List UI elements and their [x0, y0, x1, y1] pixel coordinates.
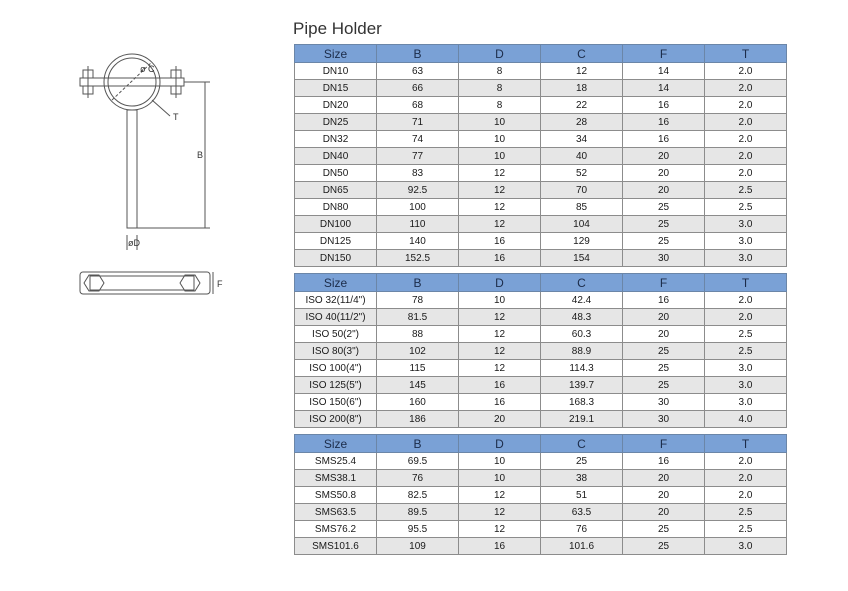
table-cell: 82.5 [377, 487, 459, 504]
table-cell: 12 [459, 343, 541, 360]
table-row [295, 97, 787, 114]
table-cell: DN80 [295, 199, 377, 216]
table-cell: 76 [377, 470, 459, 487]
table-cell: 42.4 [541, 292, 623, 309]
table-cell: 160 [377, 394, 459, 411]
table-cell: ISO 32(11/4") [295, 292, 377, 309]
table-row [295, 504, 787, 521]
table-cell: 16 [623, 292, 705, 309]
table-cell: 20 [623, 504, 705, 521]
table-cell: 89.5 [377, 504, 459, 521]
table-cell: SMS76.2 [295, 521, 377, 538]
table-cell: 104 [541, 216, 623, 233]
table-row [295, 292, 787, 309]
table-cell: 20 [623, 326, 705, 343]
column-header: D [459, 45, 541, 63]
table-cell: DN20 [295, 97, 377, 114]
table-cell: 30 [623, 411, 705, 428]
table-cell: 139.7 [541, 377, 623, 394]
table-row [295, 521, 787, 538]
table-cell: 145 [377, 377, 459, 394]
table-cell: SMS63.5 [295, 504, 377, 521]
table-cell: 95.5 [377, 521, 459, 538]
table-cell: 20 [623, 182, 705, 199]
table-header-row [295, 435, 787, 453]
table-row [295, 470, 787, 487]
table-cell: 2.5 [705, 326, 787, 343]
table-cell: 69.5 [377, 453, 459, 470]
table-cell: 10 [459, 292, 541, 309]
table-cell: DN25 [295, 114, 377, 131]
table-cell: 2.5 [705, 521, 787, 538]
table-cell: 2.5 [705, 182, 787, 199]
table-cell: 140 [377, 233, 459, 250]
column-header: T [705, 274, 787, 292]
table-cell: 52 [541, 165, 623, 182]
table-cell: 8 [459, 63, 541, 80]
table-cell: 74 [377, 131, 459, 148]
table-cell: 38 [541, 470, 623, 487]
table-cell: 20 [623, 309, 705, 326]
table-cell: 60.3 [541, 326, 623, 343]
dn-size-table [294, 44, 787, 267]
table-row [295, 487, 787, 504]
column-header: F [623, 274, 705, 292]
table-cell: 186 [377, 411, 459, 428]
table-cell: 2.0 [705, 114, 787, 131]
table-cell: 114.3 [541, 360, 623, 377]
table-cell: ISO 50(2") [295, 326, 377, 343]
table-cell: 2.0 [705, 80, 787, 97]
table-cell: 102 [377, 343, 459, 360]
table-row [295, 131, 787, 148]
table-cell: 48.3 [541, 309, 623, 326]
dim-c-label: ø C [140, 64, 155, 74]
table-cell: 16 [459, 233, 541, 250]
table-cell: 92.5 [377, 182, 459, 199]
table-row [295, 360, 787, 377]
table-cell: 51 [541, 487, 623, 504]
dim-t-label: T [173, 112, 179, 122]
table-cell: 63.5 [541, 504, 623, 521]
table-cell: 3.0 [705, 216, 787, 233]
table-cell: ISO 150(6") [295, 394, 377, 411]
table-cell: 40 [541, 148, 623, 165]
table-cell: 10 [459, 114, 541, 131]
table-cell: DN100 [295, 216, 377, 233]
table-row [295, 538, 787, 555]
table-row [295, 250, 787, 267]
table-cell: 2.0 [705, 292, 787, 309]
column-header: C [541, 45, 623, 63]
table-cell: 10 [459, 148, 541, 165]
column-header: D [459, 435, 541, 453]
table-cell: ISO 80(3") [295, 343, 377, 360]
table-cell: 16 [459, 250, 541, 267]
table-cell: SMS25.4 [295, 453, 377, 470]
table-header-row [295, 274, 787, 292]
table-cell: 10 [459, 453, 541, 470]
table-cell: 20 [623, 470, 705, 487]
column-header: T [705, 45, 787, 63]
table-cell: 3.0 [705, 394, 787, 411]
table-cell: 2.0 [705, 148, 787, 165]
table-cell: 30 [623, 394, 705, 411]
table-cell: 2.5 [705, 199, 787, 216]
pipe-holder-drawing [70, 40, 230, 310]
table-cell: DN50 [295, 165, 377, 182]
table-cell: DN15 [295, 80, 377, 97]
table-cell: 81.5 [377, 309, 459, 326]
table-cell: 88.9 [541, 343, 623, 360]
table-cell: ISO 100(4") [295, 360, 377, 377]
column-header: B [377, 435, 459, 453]
table-cell: 16 [459, 538, 541, 555]
table-cell: 68 [377, 97, 459, 114]
table-cell: DN65 [295, 182, 377, 199]
table-cell: 10 [459, 131, 541, 148]
table-cell: 168.3 [541, 394, 623, 411]
table-cell: 2.0 [705, 309, 787, 326]
table-cell: 16 [623, 114, 705, 131]
table-row [295, 377, 787, 394]
table-cell: 71 [377, 114, 459, 131]
table-row [295, 165, 787, 182]
table-cell: 12 [459, 360, 541, 377]
table-cell: 2.0 [705, 453, 787, 470]
table-row [295, 199, 787, 216]
iso-size-table [294, 273, 787, 428]
column-header: Size [295, 274, 377, 292]
table-cell: 2.0 [705, 470, 787, 487]
table-cell: 22 [541, 97, 623, 114]
column-header: C [541, 274, 623, 292]
table-cell: 25 [623, 233, 705, 250]
table-header-row [295, 45, 787, 63]
table-cell: 16 [459, 394, 541, 411]
table-cell: 129 [541, 233, 623, 250]
table-cell: 2.0 [705, 131, 787, 148]
table-row [295, 453, 787, 470]
table-cell: 20 [623, 487, 705, 504]
table-cell: DN40 [295, 148, 377, 165]
sms-size-table [294, 434, 787, 555]
table-cell: 12 [459, 216, 541, 233]
table-cell: 25 [623, 377, 705, 394]
table-row [295, 343, 787, 360]
table-cell: 3.0 [705, 360, 787, 377]
column-header: D [459, 274, 541, 292]
table-cell: DN125 [295, 233, 377, 250]
table-cell: 20 [623, 148, 705, 165]
table-row [295, 326, 787, 343]
table-cell: 12 [459, 199, 541, 216]
table-row [295, 411, 787, 428]
table-cell: 88 [377, 326, 459, 343]
table-cell: SMS101.6 [295, 538, 377, 555]
table-cell: SMS50.8 [295, 487, 377, 504]
table-cell: 20 [459, 411, 541, 428]
table-cell: 25 [541, 453, 623, 470]
column-header: T [705, 435, 787, 453]
table-cell: 8 [459, 97, 541, 114]
table-cell: 100 [377, 199, 459, 216]
table-cell: 101.6 [541, 538, 623, 555]
table-cell: 66 [377, 80, 459, 97]
table-cell: 2.0 [705, 63, 787, 80]
table-cell: 12 [459, 487, 541, 504]
table-cell: 2.0 [705, 165, 787, 182]
dim-b-label: B [197, 150, 204, 160]
column-header: Size [295, 45, 377, 63]
table-cell: 76 [541, 521, 623, 538]
table-row [295, 233, 787, 250]
table-cell: 63 [377, 63, 459, 80]
table-cell: 109 [377, 538, 459, 555]
table-cell: 18 [541, 80, 623, 97]
table-cell: 83 [377, 165, 459, 182]
table-cell: ISO 40(11/2") [295, 309, 377, 326]
table-cell: 12 [541, 63, 623, 80]
table-cell: 30 [623, 250, 705, 267]
table-cell: 14 [623, 80, 705, 97]
column-header: B [377, 274, 459, 292]
table-row [295, 309, 787, 326]
table-cell: 12 [459, 326, 541, 343]
table-cell: 25 [623, 538, 705, 555]
column-header: F [623, 435, 705, 453]
table-cell: 154 [541, 250, 623, 267]
table-cell: 4.0 [705, 411, 787, 428]
column-header: Size [295, 435, 377, 453]
table-cell: 85 [541, 199, 623, 216]
table-cell: 25 [623, 216, 705, 233]
table-cell: 78 [377, 292, 459, 309]
table-cell: 219.1 [541, 411, 623, 428]
table-cell: DN150 [295, 250, 377, 267]
table-cell: 77 [377, 148, 459, 165]
table-row [295, 182, 787, 199]
table-cell: 115 [377, 360, 459, 377]
table-cell: 2.0 [705, 97, 787, 114]
table-row [295, 80, 787, 97]
table-cell: 14 [623, 63, 705, 80]
table-cell: 20 [623, 165, 705, 182]
table-cell: 2.5 [705, 504, 787, 521]
table-cell: 28 [541, 114, 623, 131]
table-cell: ISO 125(5") [295, 377, 377, 394]
table-cell: 25 [623, 521, 705, 538]
table-cell: 110 [377, 216, 459, 233]
table-cell: 16 [459, 377, 541, 394]
table-row [295, 114, 787, 131]
table-cell: 2.0 [705, 487, 787, 504]
table-row [295, 216, 787, 233]
dim-f-label: F [217, 279, 223, 289]
table-cell: 12 [459, 504, 541, 521]
table-cell: 2.5 [705, 343, 787, 360]
column-header: F [623, 45, 705, 63]
table-cell: ISO 200(8") [295, 411, 377, 428]
dim-d-label: øD [128, 238, 140, 248]
table-cell: 16 [623, 453, 705, 470]
table-cell: 8 [459, 80, 541, 97]
column-header: B [377, 45, 459, 63]
table-cell: DN10 [295, 63, 377, 80]
table-cell: 12 [459, 521, 541, 538]
page-title: Pipe Holder [293, 19, 382, 38]
column-header: C [541, 435, 623, 453]
table-cell: 25 [623, 199, 705, 216]
table-cell: 34 [541, 131, 623, 148]
table-cell: 25 [623, 343, 705, 360]
table-cell: 16 [623, 97, 705, 114]
table-cell: 70 [541, 182, 623, 199]
table-cell: 12 [459, 182, 541, 199]
table-cell: DN32 [295, 131, 377, 148]
table-cell: 3.0 [705, 377, 787, 394]
table-row [295, 63, 787, 80]
table-cell: 12 [459, 309, 541, 326]
table-row [295, 394, 787, 411]
table-cell: 12 [459, 165, 541, 182]
table-cell: SMS38.1 [295, 470, 377, 487]
table-cell: 10 [459, 470, 541, 487]
table-cell: 25 [623, 360, 705, 377]
table-cell: 3.0 [705, 250, 787, 267]
table-row [295, 148, 787, 165]
table-cell: 3.0 [705, 233, 787, 250]
table-cell: 16 [623, 131, 705, 148]
table-cell: 152.5 [377, 250, 459, 267]
table-cell: 3.0 [705, 538, 787, 555]
